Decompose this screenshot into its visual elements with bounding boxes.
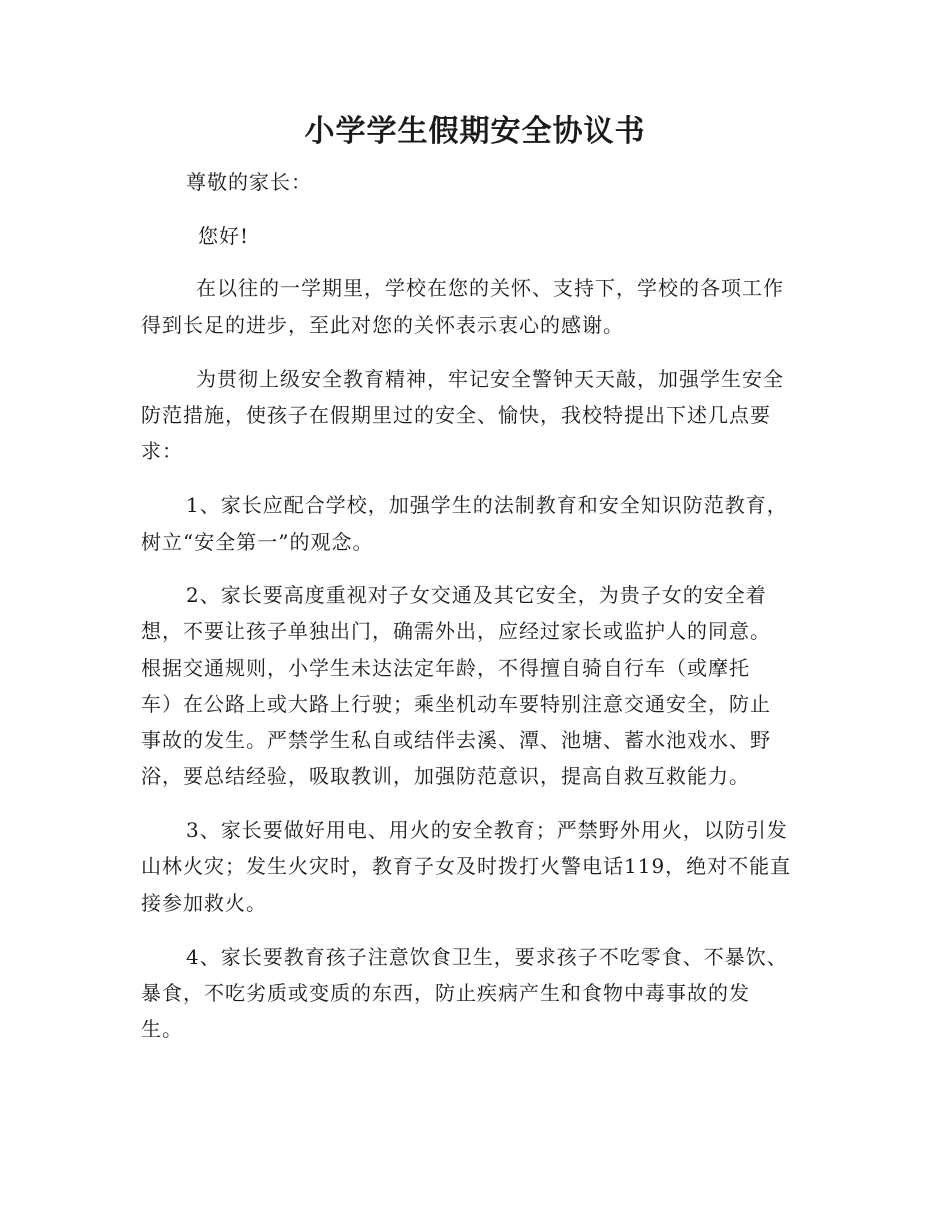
paragraph-line: 生。	[141, 1017, 183, 1041]
paragraph-line: 车）在公路上或大路上行驶；乘坐机动车要特别注意交通安全，防止	[141, 692, 771, 716]
paragraph-line: 求：	[141, 439, 183, 463]
salutation: 尊敬的家长：	[186, 170, 312, 194]
paragraph-line: 想，不要让孩子单独出门，确需外出，应经过家长或监护人的同意。	[141, 619, 771, 643]
paragraph-line: 浴，要总结经验，吸取教训，加强防范意识，提高自救互救能力。	[141, 764, 750, 788]
paragraph-line: 1、家长应配合学校，加强学生的法制教育和安全知识防范教育，	[186, 493, 788, 517]
paragraph-line: 2、家长要高度重视对子女交通及其它安全，为贵子女的安全着	[186, 583, 767, 607]
paragraph-line: 树立“安全第一”的观念。	[141, 530, 374, 554]
greeting: 您好!	[198, 224, 250, 248]
paragraph-line: 事故的发生。严禁学生私自或结伴去溪、潭、池塘、蓄水池戏水、野	[141, 728, 771, 752]
paragraph-line: 得到长足的进步，至此对您的关怀表示衷心的感谢。	[141, 313, 624, 337]
paragraph-line: 4、家长要教育孩子注意饮食卫生，要求孩子不吃零食、不暴饮、	[186, 945, 788, 969]
document-title: 小学学生假期安全协议书	[304, 114, 646, 149]
paragraph-line: 山林火灾；发生火灾时，教育子女及时拨打火警电话119，绝对不能直	[141, 854, 792, 878]
paragraph-line: 防范措施，使孩子在假期里过的安全、愉快，我校特提出下述几点要	[141, 403, 771, 427]
paragraph-line: 3、家长要做好用电、用火的安全教育；严禁野外用火，以防引发	[186, 818, 788, 842]
paragraph-line: 根据交通规则，小学生未达法定年龄，不得擅自骑自行车（或摩托	[141, 656, 750, 680]
paragraph-line: 暴食，不吃劣质或变质的东西，防止疾病产生和食物中毒事故的发	[141, 981, 750, 1005]
paragraph-line: 接参加救火。	[141, 891, 267, 915]
paragraph-line: 为贯彻上级安全教育精神，牢记安全警钟天天敲，加强学生安全	[196, 367, 784, 391]
paragraph-line: 在以往的一学期里，学校在您的关怀、支持下，学校的各项工作	[196, 276, 784, 300]
